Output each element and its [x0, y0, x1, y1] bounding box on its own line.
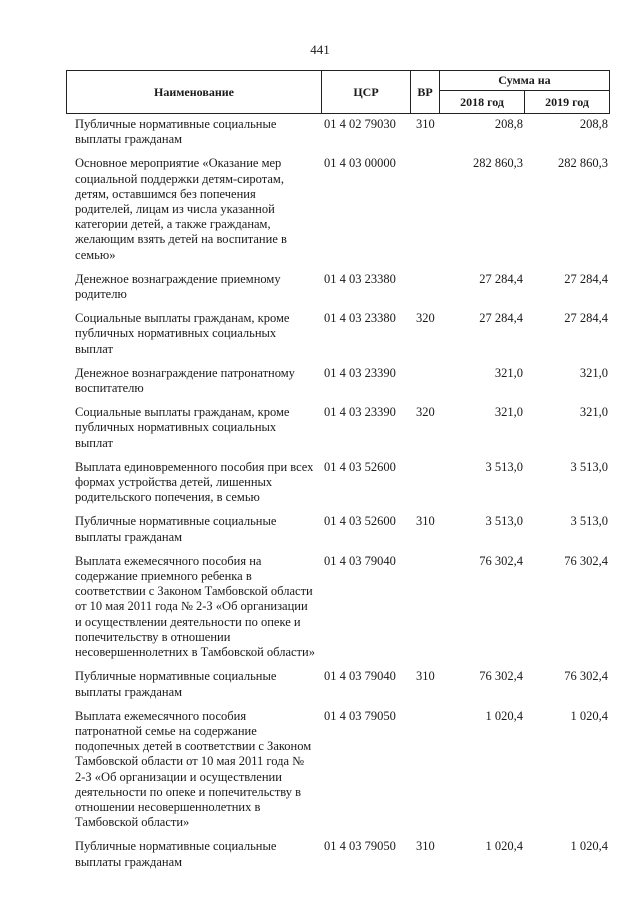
row-sum-2018: 1 020,4: [485, 839, 523, 854]
row-sum-2018: 27 284,4: [479, 271, 523, 286]
row-sum-2018: 76 302,4: [479, 669, 523, 684]
header-sum: Сумма на: [440, 71, 609, 91]
row-sum-2019: 27 284,4: [564, 311, 608, 326]
table-row: [66, 836, 610, 875]
row-csr: 01 4 03 52600: [324, 514, 396, 529]
table-row: [66, 457, 610, 512]
row-vr: 310: [416, 514, 435, 529]
table-row: [66, 511, 610, 550]
table-body: [66, 114, 610, 876]
row-sum-2018: 76 302,4: [479, 553, 523, 568]
table-row: [66, 269, 610, 308]
row-sum-2018: 321,0: [494, 405, 523, 420]
header-year-2019: 2019 год: [545, 94, 589, 109]
row-vr: 320: [416, 311, 435, 326]
row-sum-2018: 3 513,0: [485, 514, 523, 529]
row-name: Основное мероприятие «Оказание мер социальной поддержки детям-сиротам, детям, оставшимся без попечения родителей, лицам из числа указанной категории детей, а также гражданам, желающим взять детей на воспитание в семью»: [75, 156, 287, 262]
row-vr: 310: [416, 669, 435, 684]
row-csr: 01 4 03 23380: [324, 311, 396, 326]
row-csr: 01 4 03 00000: [324, 156, 396, 171]
row-csr: 01 4 03 79050: [324, 839, 396, 854]
row-csr: 01 4 03 23380: [324, 271, 396, 286]
table-row: [66, 666, 610, 705]
row-name: Публичные нормативные социальные выплаты гражданам: [75, 669, 277, 699]
row-csr: 01 4 03 79050: [324, 708, 396, 723]
row-name: Публичные нормативные социальные выплаты гражданам: [75, 839, 277, 869]
row-sum-2019: 27 284,4: [564, 271, 608, 286]
row-name: Социальные выплаты гражданам, кроме публичных нормативных социальных выплат: [75, 405, 290, 450]
row-sum-2019: 321,0: [579, 405, 608, 420]
row-csr: 01 4 02 79030: [324, 117, 396, 131]
row-sum-2019: 1 020,4: [570, 708, 608, 723]
row-name: Публичные нормативные социальные выплаты гражданам: [75, 117, 277, 147]
row-vr: 310: [416, 839, 435, 854]
table-row: [66, 153, 610, 268]
row-csr: 01 4 03 79040: [324, 669, 396, 684]
row-sum-2019: 321,0: [579, 365, 608, 380]
table-row: [66, 551, 610, 666]
row-sum-2019: 3 513,0: [570, 459, 608, 474]
row-csr: 01 4 03 23390: [324, 405, 396, 420]
row-name: Денежное вознаграждение патронатному воспитателю: [75, 365, 295, 396]
table-row: [66, 308, 610, 363]
row-sum-2019: 282 860,3: [558, 156, 608, 171]
header-name: Наименование: [67, 71, 322, 113]
row-sum-2018: 282 860,3: [473, 156, 523, 171]
row-sum-2018: 27 284,4: [479, 311, 523, 326]
table-row: [66, 363, 610, 402]
table-row: [66, 706, 610, 837]
table-row: [66, 402, 610, 457]
row-sum-2018: 1 020,4: [485, 708, 523, 723]
row-name: Выплата ежемесячного пособия патронатной семье на содержание подопечных детей в соответствии с Законом Тамбовской области от 10 мая 2011 года № 2-З «Об организации и осуществлении деятельности по опеке и попечительству в отношении несовершеннолетних в Тамбовской области»: [75, 708, 312, 830]
row-csr: 01 4 03 79040: [324, 553, 396, 568]
row-csr: 01 4 03 23390: [324, 365, 396, 380]
row-sum-2018: 208,8: [494, 117, 523, 131]
page-number: 441: [310, 42, 330, 57]
header-vr: ВР: [411, 71, 440, 113]
row-sum-2019: 208,8: [579, 117, 608, 131]
row-sum-2019: 3 513,0: [570, 514, 608, 529]
row-sum-2019: 1 020,4: [570, 839, 608, 854]
row-csr: 01 4 03 52600: [324, 459, 396, 474]
row-name: Выплата единовременного пособия при всех формах устройства детей, лишенных родительского попечения, в семью: [75, 459, 314, 505]
row-vr: 310: [416, 117, 435, 131]
header-year-2018: 2018 год: [440, 91, 525, 113]
table-header: [66, 70, 610, 114]
row-name: Социальные выплаты гражданам, кроме публичных нормативных социальных выплат: [75, 311, 290, 356]
row-name: Денежное вознаграждение приемному родителю: [75, 271, 281, 302]
header-csr: ЦСР: [322, 71, 411, 113]
table-row: [66, 114, 610, 153]
row-sum-2018: 3 513,0: [485, 459, 523, 474]
row-name: Выплата ежемесячного пособия на содержание приемного ребенка в соответствии с Законом Тамбовской области от 10 мая 2011 года № 2-З «Об организации и осуществлении деятельности по опеке и попечительству в отношении несовершеннолетних в Тамбовской области»: [75, 553, 315, 660]
row-name: Публичные нормативные социальные выплаты гражданам: [75, 514, 277, 544]
row-sum-2019: 76 302,4: [564, 553, 608, 568]
row-sum-2019: 76 302,4: [564, 669, 608, 684]
row-vr: 320: [416, 405, 435, 420]
row-sum-2018: 321,0: [494, 365, 523, 380]
